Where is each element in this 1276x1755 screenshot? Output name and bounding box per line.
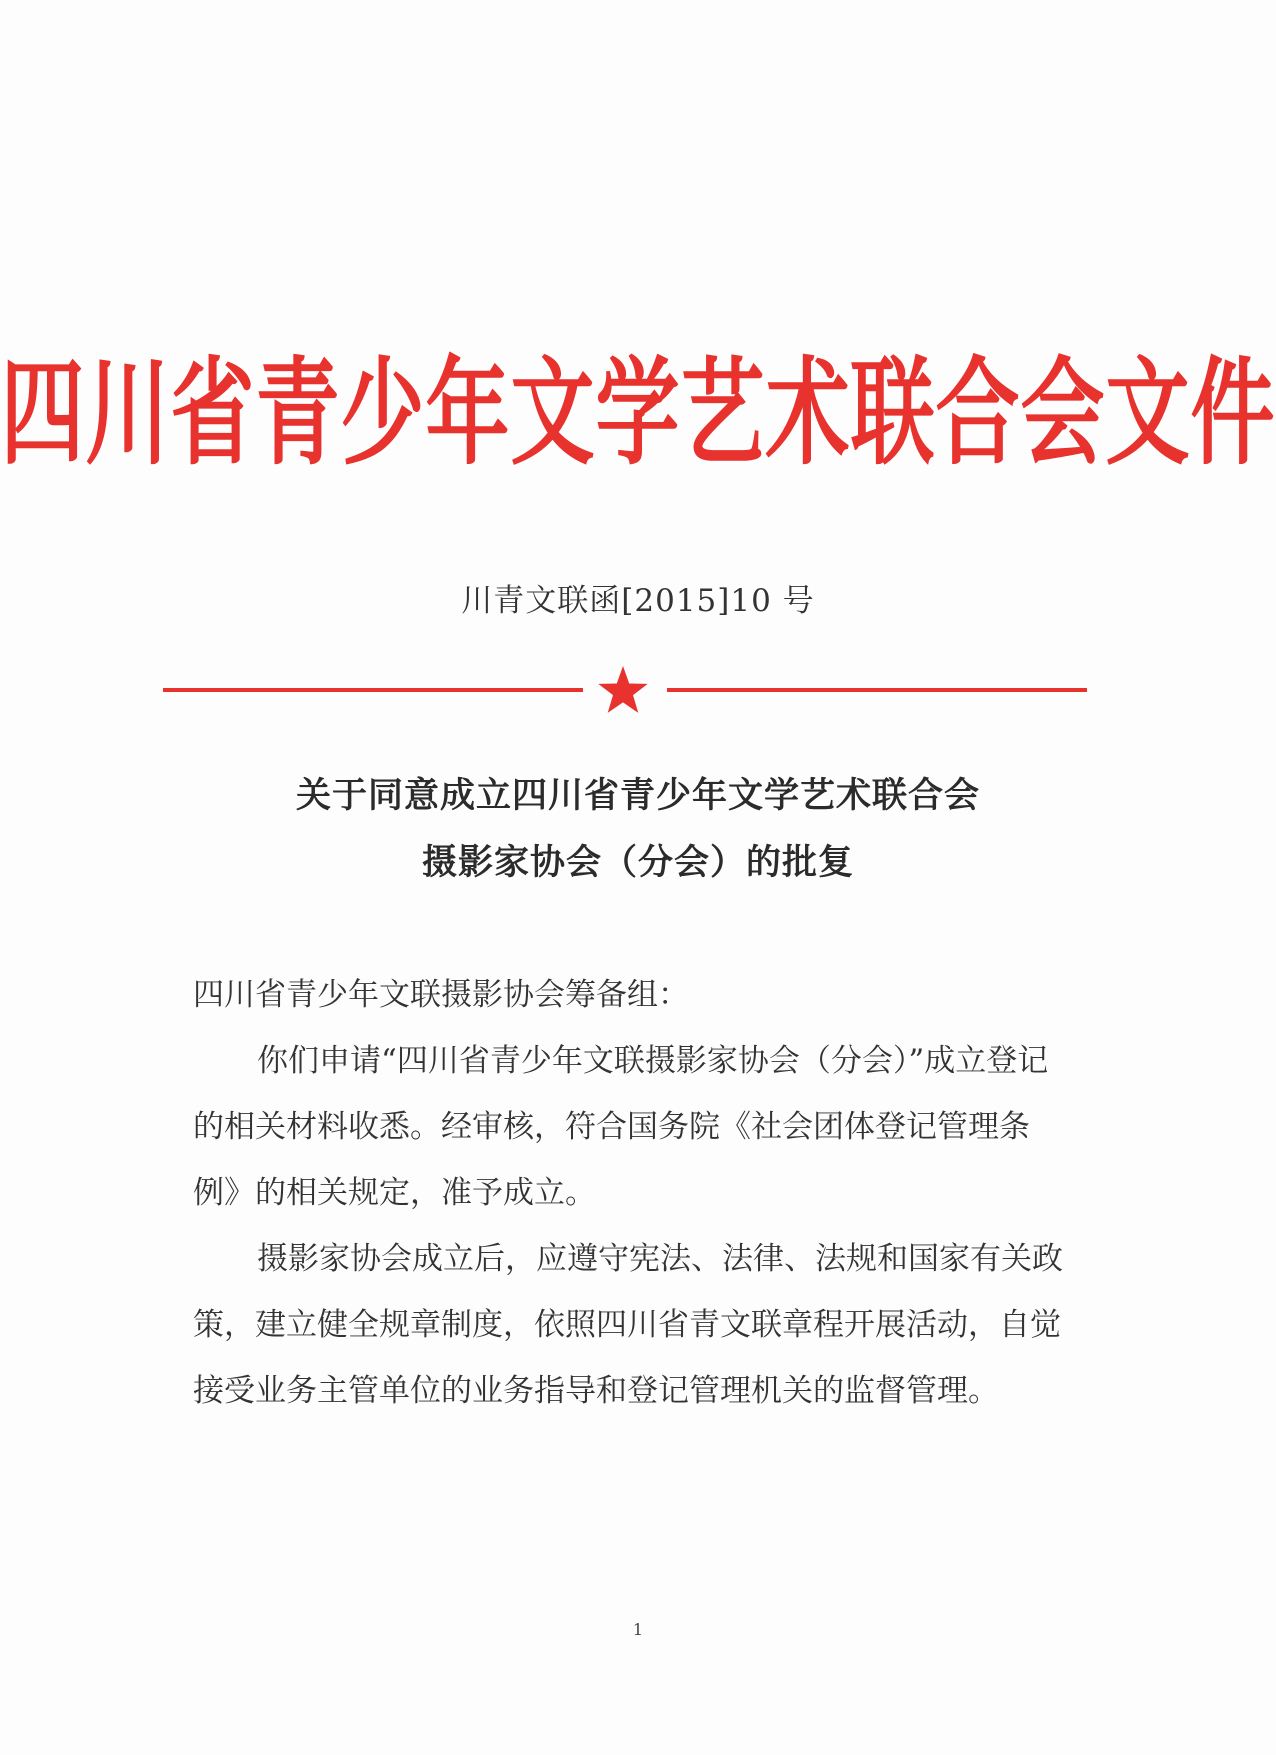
document-title-line-1: 关于同意成立四川省青少年文学艺术联合会 xyxy=(295,776,980,816)
body-paragraph-1: 你们申请“四川省青少年文联摄影家协会（分会）”成立登记的相关材料收悉。经审核，符合国务院《社会团体登记管理条例》的相关规定，准予成立。 xyxy=(193,1043,1049,1211)
addressee: 四川省青少年文联摄影协会筹备组： xyxy=(193,977,689,1013)
body-paragraph-2: 摄影家协会成立后，应遵守宪法、法律、法规和国家有关政策，建立健全规章制度，依照四川省青文联章程开展活动，自觉接受业务主管单位的业务指导和登记管理机关的监督管理。 xyxy=(193,1241,1063,1409)
divider-line-left xyxy=(163,688,583,692)
star-icon xyxy=(597,664,649,716)
masthead-title: 四川省青少年文学艺术联合会文件 xyxy=(0,345,1276,481)
document-title-line-2: 摄影家协会（分会）的批复 xyxy=(421,843,854,883)
document-number: 川青文联函[2015]10 号 xyxy=(461,583,815,619)
document-body xyxy=(193,962,1063,1424)
masthead xyxy=(0,345,1276,481)
page-number: 1 xyxy=(632,1620,644,1639)
divider-line-right xyxy=(667,688,1087,692)
